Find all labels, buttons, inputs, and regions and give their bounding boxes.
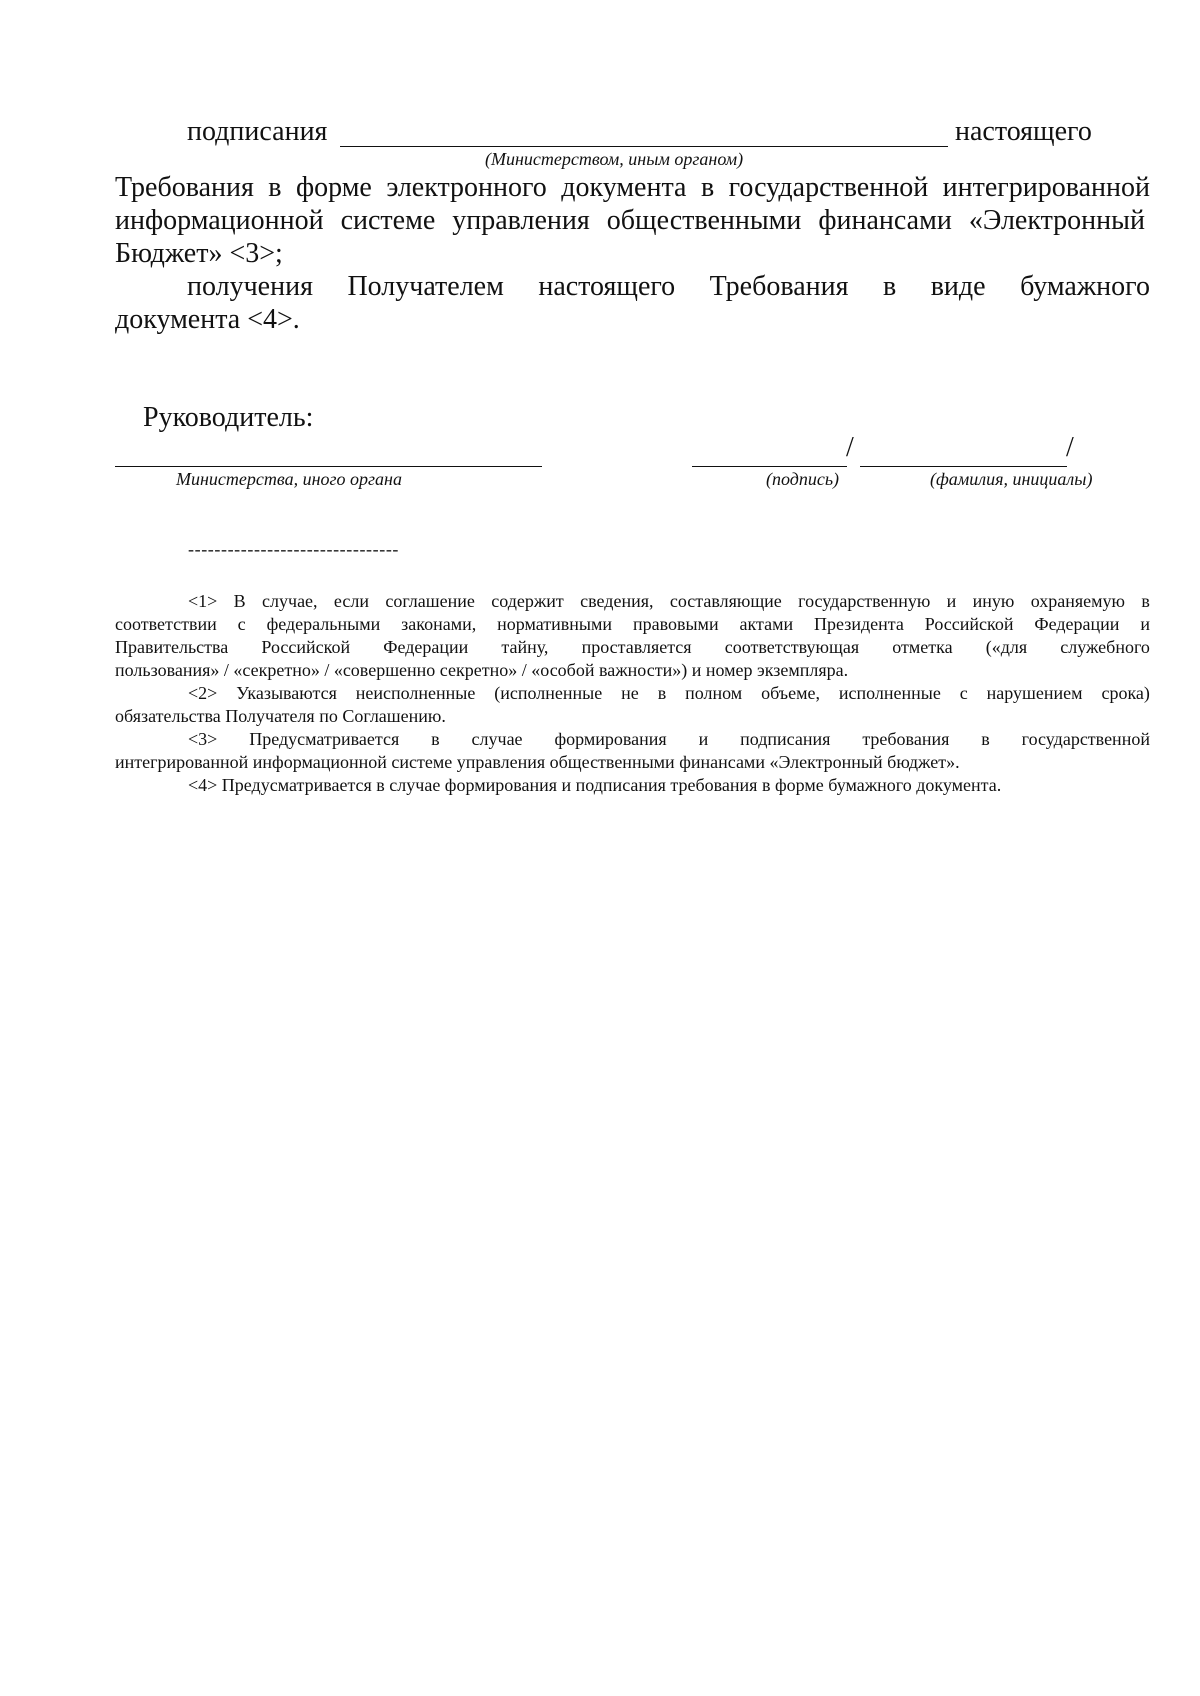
word: общественными xyxy=(606,205,802,236)
word: («для xyxy=(985,637,1028,657)
para1-line1 xyxy=(115,172,1150,204)
word: документа xyxy=(561,172,687,203)
word: Федерации xyxy=(383,637,469,657)
footnote-4-line1: <4> Предусматривается в случае формирования и подписания требования в форме бумажного документа. xyxy=(188,775,1002,795)
word: не xyxy=(621,683,639,703)
sign-line xyxy=(692,466,847,467)
word: государственной xyxy=(728,172,929,203)
word: составляющие xyxy=(669,591,782,611)
footnote-1-line2 xyxy=(115,613,1150,636)
word: исполненные xyxy=(838,683,941,703)
word: (исполненные xyxy=(494,683,603,703)
word: Правительства xyxy=(115,637,229,657)
name-line xyxy=(860,466,1067,467)
word: в xyxy=(268,172,282,203)
footnote-3-line1 xyxy=(188,728,1150,751)
word: с xyxy=(237,614,246,634)
slash-separator-1: / xyxy=(846,432,854,463)
word: служебного xyxy=(1060,637,1150,657)
word: подписания xyxy=(740,729,831,749)
word: управления xyxy=(452,205,590,236)
word: финансами xyxy=(818,205,952,236)
word: актами xyxy=(739,614,794,634)
word: «Электронный xyxy=(968,205,1145,236)
word: в xyxy=(981,729,990,749)
word: получения xyxy=(187,271,313,302)
word-podpisaniya: подписания xyxy=(187,116,328,147)
word: Предусматривается xyxy=(249,729,400,749)
word: виде xyxy=(930,271,986,302)
word: охраняемую xyxy=(1030,591,1125,611)
word: сведения, xyxy=(580,591,654,611)
word: в xyxy=(431,729,440,749)
word: случае, xyxy=(262,591,318,611)
word: В xyxy=(233,591,246,611)
footnote-1-line1 xyxy=(188,590,1150,613)
word: содержит xyxy=(491,591,564,611)
footnote-2-line2: обязательства Получателя по Соглашению. xyxy=(115,706,446,726)
word: нарушением xyxy=(986,683,1083,703)
word: полном xyxy=(685,683,743,703)
caption-name: (фамилия, инициалы) xyxy=(930,469,1093,489)
word: бумажного xyxy=(1020,271,1150,302)
word: соглашение xyxy=(385,591,475,611)
word: информационной xyxy=(115,205,324,236)
footnote-2-line1 xyxy=(188,682,1150,705)
word: в xyxy=(700,172,715,203)
word: в xyxy=(882,271,897,302)
word: объеме, xyxy=(761,683,820,703)
para1-line3: Бюджет» <3>; xyxy=(115,238,283,269)
para2-line1 xyxy=(187,271,1150,303)
word: требования xyxy=(862,729,950,749)
word: Президента xyxy=(814,614,904,634)
word: государственную xyxy=(798,591,931,611)
word: проставляется xyxy=(581,637,692,657)
word: отметка xyxy=(892,637,953,657)
word: Российской xyxy=(261,637,351,657)
word: в xyxy=(657,683,667,703)
ministry-blank-line xyxy=(340,146,948,147)
word: <3> xyxy=(188,729,218,749)
org-signature-line xyxy=(115,466,542,467)
signature-heading: Руководитель: xyxy=(143,402,314,433)
slash-separator-2: / xyxy=(1066,432,1074,463)
word: нормативными xyxy=(497,614,613,634)
word: электронного xyxy=(386,172,547,203)
word: соответствии xyxy=(115,614,217,634)
word: если xyxy=(333,591,369,611)
footnote-1-line4: пользования» / «секретно» / «совершенно секретно» / «особой важности») и номер экземпляра. xyxy=(115,660,849,680)
word: соответствующая xyxy=(724,637,860,657)
word: системе xyxy=(340,205,436,236)
para1-line2 xyxy=(115,205,1145,237)
word: и xyxy=(946,591,957,611)
word: Федерации xyxy=(1034,614,1120,634)
word: государственной xyxy=(1021,729,1150,749)
word: настоящего xyxy=(538,271,676,302)
word: тайну, xyxy=(501,637,549,657)
footnote-1-line3 xyxy=(115,636,1150,659)
word: интегрированной xyxy=(942,172,1150,203)
ministry-caption: (Министерством, иным органом) xyxy=(485,149,744,169)
word: с xyxy=(959,683,968,703)
para2-line2: документа <4>. xyxy=(115,304,300,335)
word: федеральными xyxy=(266,614,381,634)
word: и xyxy=(1140,614,1150,634)
word: правовыми xyxy=(632,614,719,634)
word: форме xyxy=(295,172,372,203)
caption-sign: (подпись) xyxy=(766,469,840,489)
word: законами, xyxy=(401,614,477,634)
word: Указываются xyxy=(236,683,337,703)
word: Российской xyxy=(924,614,1014,634)
word: случае xyxy=(471,729,523,749)
word: в xyxy=(1141,591,1150,611)
caption-org: Министерства, иного органа xyxy=(176,469,402,489)
word: срока) xyxy=(1101,683,1150,703)
word: Требования xyxy=(115,172,254,203)
word: <2> xyxy=(188,683,218,703)
word: формирования xyxy=(554,729,667,749)
footnote-3-line2: интегрированной информационной системе управления общественными финансами «Электронный бюджет». xyxy=(115,752,960,772)
word: Требования xyxy=(709,271,849,302)
word: Получателем xyxy=(347,271,504,302)
word: неисполненные xyxy=(355,683,476,703)
word-nastoyashchego: настоящего xyxy=(955,116,1092,147)
word: <1> xyxy=(188,591,218,611)
word: иную xyxy=(972,591,1015,611)
word: и xyxy=(698,729,709,749)
footnote-separator: -------------------------------- xyxy=(188,539,400,559)
